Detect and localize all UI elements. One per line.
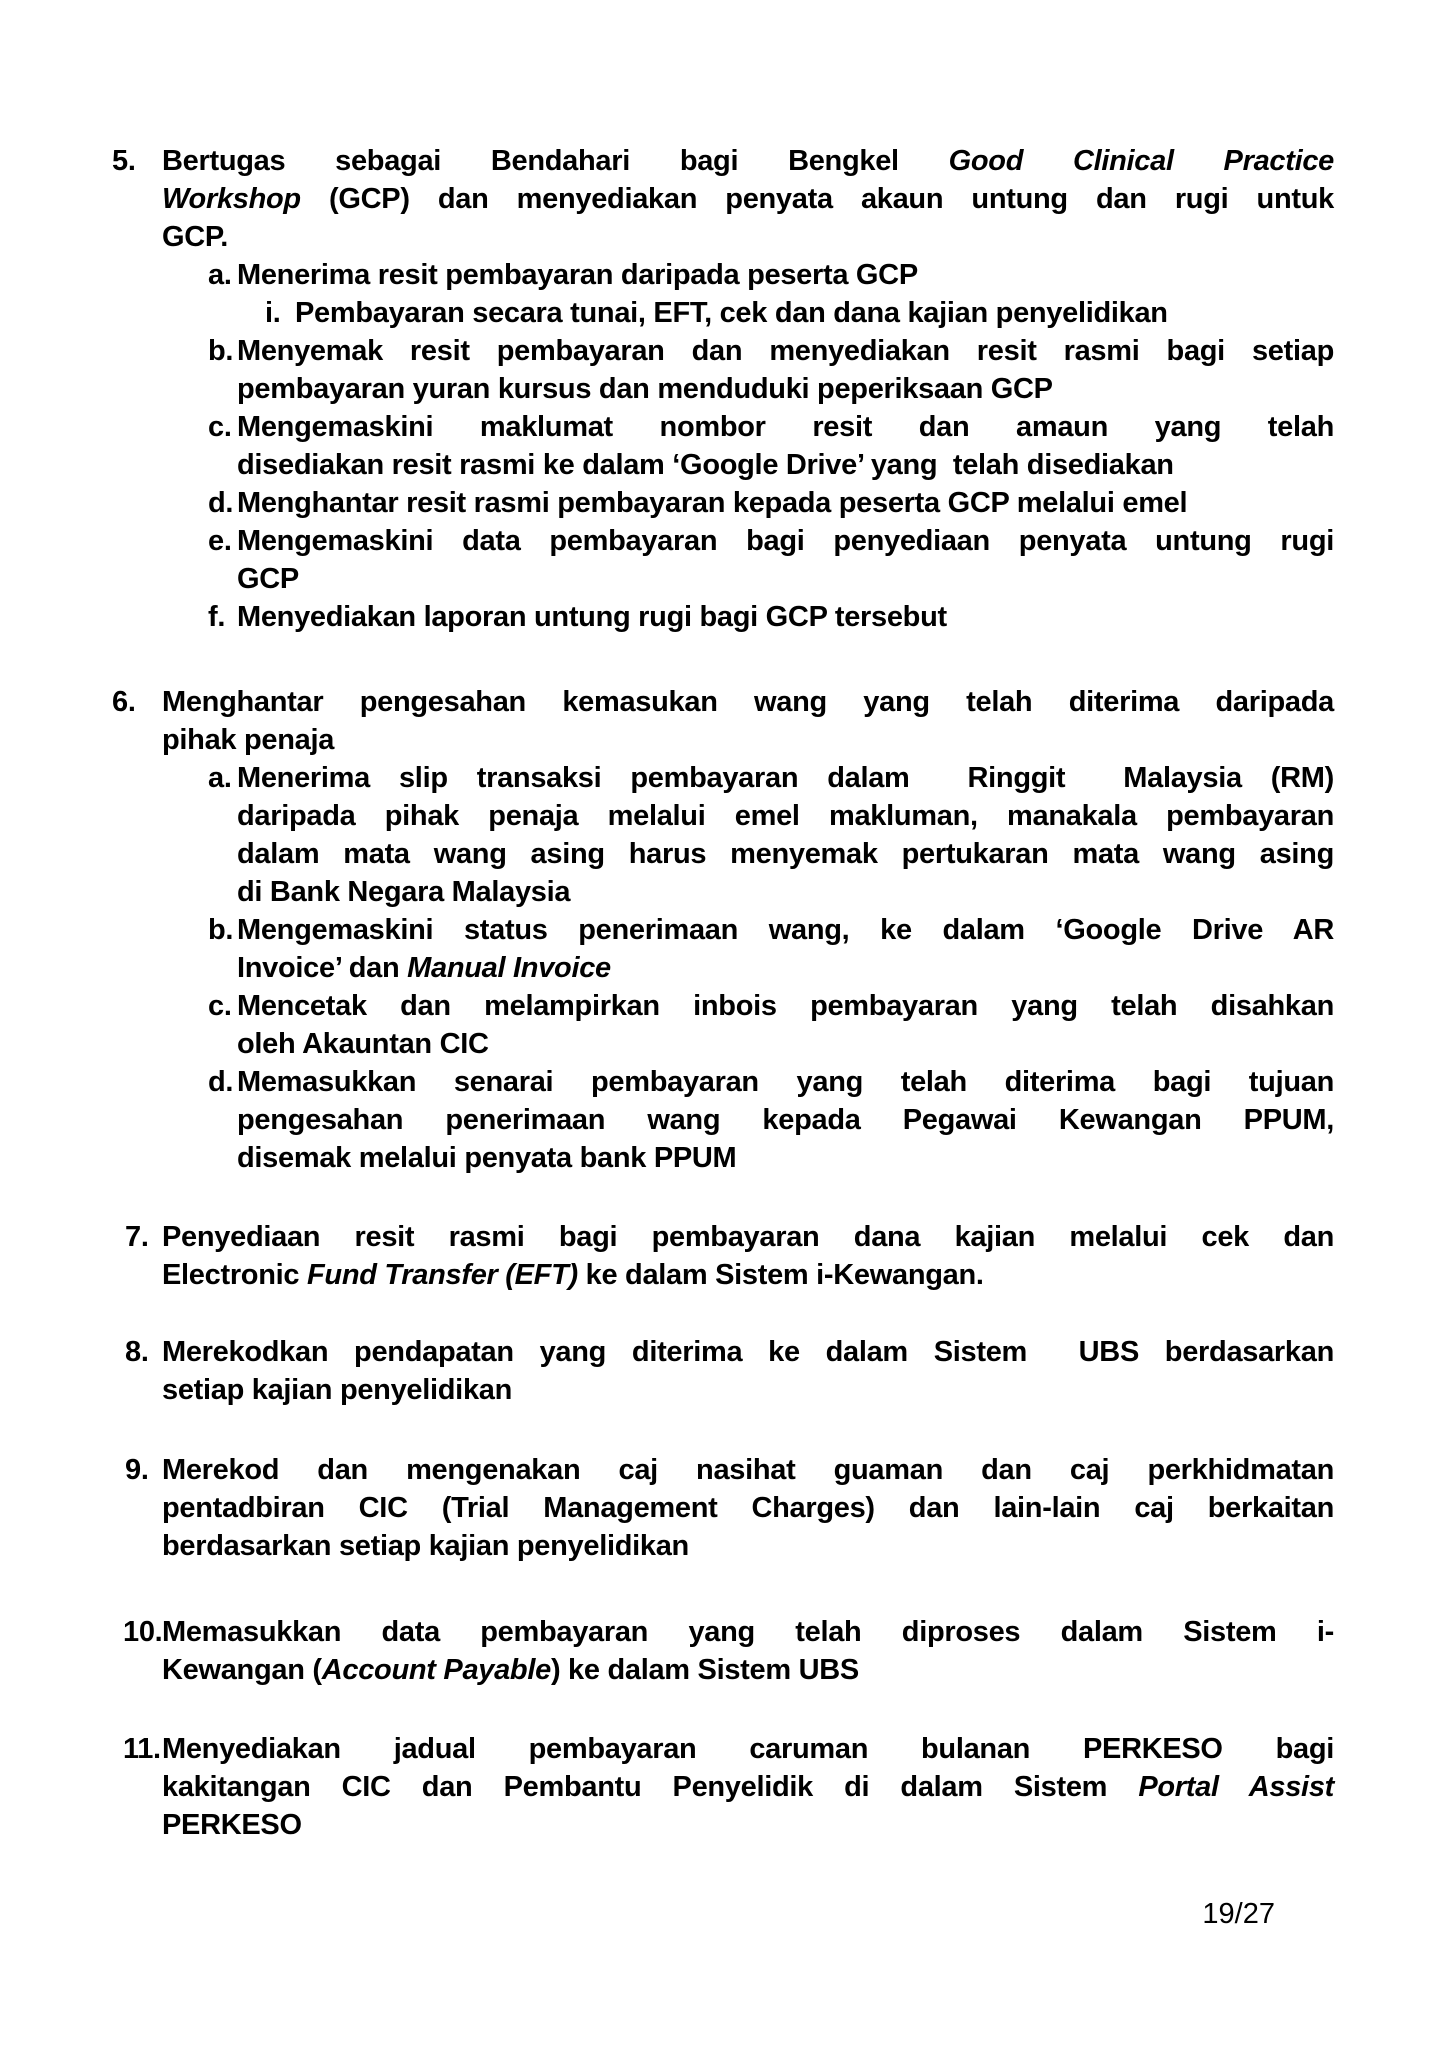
text-segment: Memasukkan data pembayaran yang telah diproses dalam Sistem i- (162, 1616, 1334, 1648)
italic-text-segment: Manual Invoice (407, 952, 611, 984)
text-segment: PERKESO (162, 1809, 302, 1841)
item-marker: c. (208, 411, 232, 443)
item-marker: b. (208, 914, 234, 946)
item-marker: 10. (123, 1616, 163, 1648)
item-marker: a. (208, 762, 232, 794)
list-item (162, 987, 1334, 1063)
item-marker: 5. (112, 145, 136, 177)
document-line (162, 1451, 1334, 1489)
item-text (162, 598, 1334, 636)
document-line (162, 218, 1334, 256)
text-segment: disemak melalui penyata bank PPUM (237, 1142, 737, 1174)
item-marker: d. (208, 487, 234, 519)
text-segment: Kewangan ( (162, 1654, 322, 1686)
list-item (125, 1218, 1334, 1294)
document-line (237, 1025, 1334, 1063)
document-line (162, 1256, 1334, 1294)
list-item (162, 911, 1334, 987)
document-line (237, 598, 1334, 636)
item-marker: 6. (112, 686, 136, 718)
item-marker: c. (208, 990, 232, 1022)
document-line (237, 759, 1334, 797)
item-marker: e. (208, 525, 232, 557)
document-line (237, 873, 1334, 911)
document-line (237, 797, 1334, 835)
item-text (162, 408, 1334, 484)
text-segment: (GCP) dan menyediakan penyata akaun untung dan rugi untuk (300, 183, 1334, 215)
text-segment: setiap kajian penyelidikan (162, 1374, 513, 1406)
text-segment: ) ke dalam Sistem UBS (550, 1654, 859, 1686)
document-line (162, 1218, 1334, 1256)
list-item (162, 332, 1334, 408)
item-text (162, 1218, 1334, 1294)
text-segment: daripada pihak penaja melalui emel makluman, manakala pembayaran (237, 800, 1334, 832)
item-text (162, 1613, 1334, 1689)
page-number: 19/27 (1202, 1898, 1275, 1930)
text-segment: Pembayaran secara tunai, EFT, cek dan dana kajian penyelidikan (295, 297, 1168, 329)
item-marker: d. (208, 1066, 234, 1098)
item-marker: b. (208, 335, 234, 367)
document-line (237, 1063, 1334, 1101)
text-segment: Electronic (162, 1259, 307, 1291)
text-segment: Menyemak resit pembayaran dan menyediakan resit rasmi bagi setiap (237, 335, 1334, 367)
text-segment: Invoice’ dan (237, 952, 408, 984)
document-line (237, 332, 1334, 370)
item-text (162, 1333, 1334, 1409)
document-line (162, 1489, 1334, 1527)
document-line (237, 949, 1334, 987)
italic-text-segment: Fund Transfer (EFT) (306, 1259, 578, 1291)
document-line (162, 1768, 1334, 1806)
list-item (162, 598, 1334, 636)
document-line (237, 522, 1334, 560)
list-item (162, 484, 1334, 522)
document-line (162, 721, 1334, 759)
list-item (112, 683, 1334, 759)
list-item (162, 522, 1334, 598)
document-line (237, 256, 1334, 294)
document-line (162, 1527, 1334, 1565)
document-line (162, 1371, 1334, 1409)
item-marker: 9. (125, 1454, 149, 1486)
document-line (237, 446, 1334, 484)
text-segment: pihak penaja (162, 724, 335, 756)
list-item (162, 759, 1334, 911)
document-line (237, 484, 1334, 522)
list-item (162, 408, 1334, 484)
text-segment: Mencetak dan melampirkan inbois pembayaran yang telah disahkan (237, 990, 1334, 1022)
text-segment: Mengemaskini status penerimaan wang, ke dalam ‘Google Drive AR (237, 914, 1334, 946)
item-text (162, 911, 1334, 987)
document-line (162, 1730, 1334, 1768)
text-segment: ke dalam Sistem i-Kewangan. (577, 1259, 984, 1291)
list-item (123, 1730, 1334, 1844)
item-text (162, 294, 1334, 332)
text-segment: pengesahan penerimaan wang kepada Pegawai Kewangan PPUM, (237, 1104, 1334, 1136)
text-segment: Memasukkan senarai pembayaran yang telah diterima bagi tujuan (237, 1066, 1334, 1098)
text-segment: Mengemaskini data pembayaran bagi penyediaan penyata untung rugi (237, 525, 1334, 557)
list-item (112, 142, 1334, 256)
text-segment: Menyediakan jadual pembayaran caruman bulanan PERKESO bagi (162, 1733, 1334, 1765)
document-content (112, 142, 1334, 1844)
document-line (162, 1806, 1334, 1844)
item-marker: 8. (125, 1336, 149, 1368)
italic-text-segment: Workshop (162, 183, 301, 215)
document-line (237, 560, 1334, 598)
item-text (162, 142, 1334, 256)
item-text (162, 683, 1334, 759)
document-line (162, 180, 1334, 218)
text-segment: di Bank Negara Malaysia (237, 876, 571, 908)
item-marker: i. (265, 297, 281, 329)
text-segment: Bertugas sebagai Bendahari bagi Bengkel (162, 145, 949, 177)
text-segment: Merekodkan pendapatan yang diterima ke dalam Sistem UBS berdasarkan (162, 1336, 1334, 1368)
item-marker: 11. (123, 1733, 161, 1765)
list-item (125, 1451, 1334, 1565)
document-line (237, 987, 1334, 1025)
list-item (125, 1333, 1334, 1409)
italic-text-segment: Portal Assist (1138, 1771, 1334, 1803)
document-line (162, 142, 1334, 180)
italic-text-segment: Account Payable (321, 1654, 551, 1686)
document-line (237, 911, 1334, 949)
text-segment: Menerima slip transaksi pembayaran dalam Ringgit Malaysia (RM) (237, 762, 1334, 794)
text-segment: pembayaran yuran kursus dan menduduki peperiksaan GCP (237, 373, 1053, 405)
text-segment: Penyediaan resit rasmi bagi pembayaran dana kajian melalui cek dan (162, 1221, 1334, 1253)
list-item (162, 1063, 1334, 1177)
document-line (162, 1333, 1334, 1371)
item-text (162, 759, 1334, 911)
item-text (162, 1063, 1334, 1177)
text-segment: berdasarkan setiap kajian penyelidikan (162, 1530, 689, 1562)
item-text (162, 522, 1334, 598)
text-segment: Menyediakan laporan untung rugi bagi GCP tersebut (237, 601, 947, 633)
document-line (162, 683, 1334, 721)
text-segment: disediakan resit rasmi ke dalam ‘Google Drive’ yang telah disediakan (237, 449, 1174, 481)
text-segment: oleh Akauntan CIC (237, 1028, 489, 1060)
document-line (295, 294, 1334, 332)
document-line (237, 408, 1334, 446)
text-segment: dalam mata wang asing harus menyemak pertukaran mata wang asing (237, 838, 1334, 870)
document-line (237, 835, 1334, 873)
list-item (162, 294, 1334, 332)
document-line (162, 1651, 1334, 1689)
italic-text-segment: Good Clinical Practice (948, 145, 1334, 177)
text-segment: Menghantar resit rasmi pembayaran kepada peserta GCP melalui emel (237, 487, 1188, 519)
text-segment: kakitangan CIC dan Pembantu Penyelidik di dalam Sistem (162, 1771, 1139, 1803)
text-segment: pentadbiran CIC (Trial Management Charges) dan lain-lain caj berkaitan (162, 1492, 1334, 1524)
item-text (162, 1730, 1334, 1844)
text-segment: Menghantar pengesahan kemasukan wang yang telah diterima daripada (162, 686, 1334, 718)
document-line (162, 1613, 1334, 1651)
text-segment: Mengemaskini maklumat nombor resit dan amaun yang telah (237, 411, 1334, 443)
text-segment: GCP (237, 563, 299, 595)
item-text (162, 987, 1334, 1063)
item-text (162, 332, 1334, 408)
text-segment: Menerima resit pembayaran daripada peserta GCP (237, 259, 918, 291)
list-item (123, 1613, 1334, 1689)
item-marker: a. (208, 259, 232, 291)
list-item (162, 256, 1334, 294)
item-text (162, 1451, 1334, 1565)
item-marker: 7. (125, 1221, 149, 1253)
text-segment: GCP. (162, 221, 228, 253)
document-line (237, 1139, 1334, 1177)
document-line (237, 370, 1334, 408)
text-segment: Merekod dan mengenakan caj nasihat guaman dan caj perkhidmatan (162, 1454, 1334, 1486)
item-text (162, 256, 1334, 294)
item-text (162, 484, 1334, 522)
item-marker: f. (208, 601, 226, 633)
document-line (237, 1101, 1334, 1139)
